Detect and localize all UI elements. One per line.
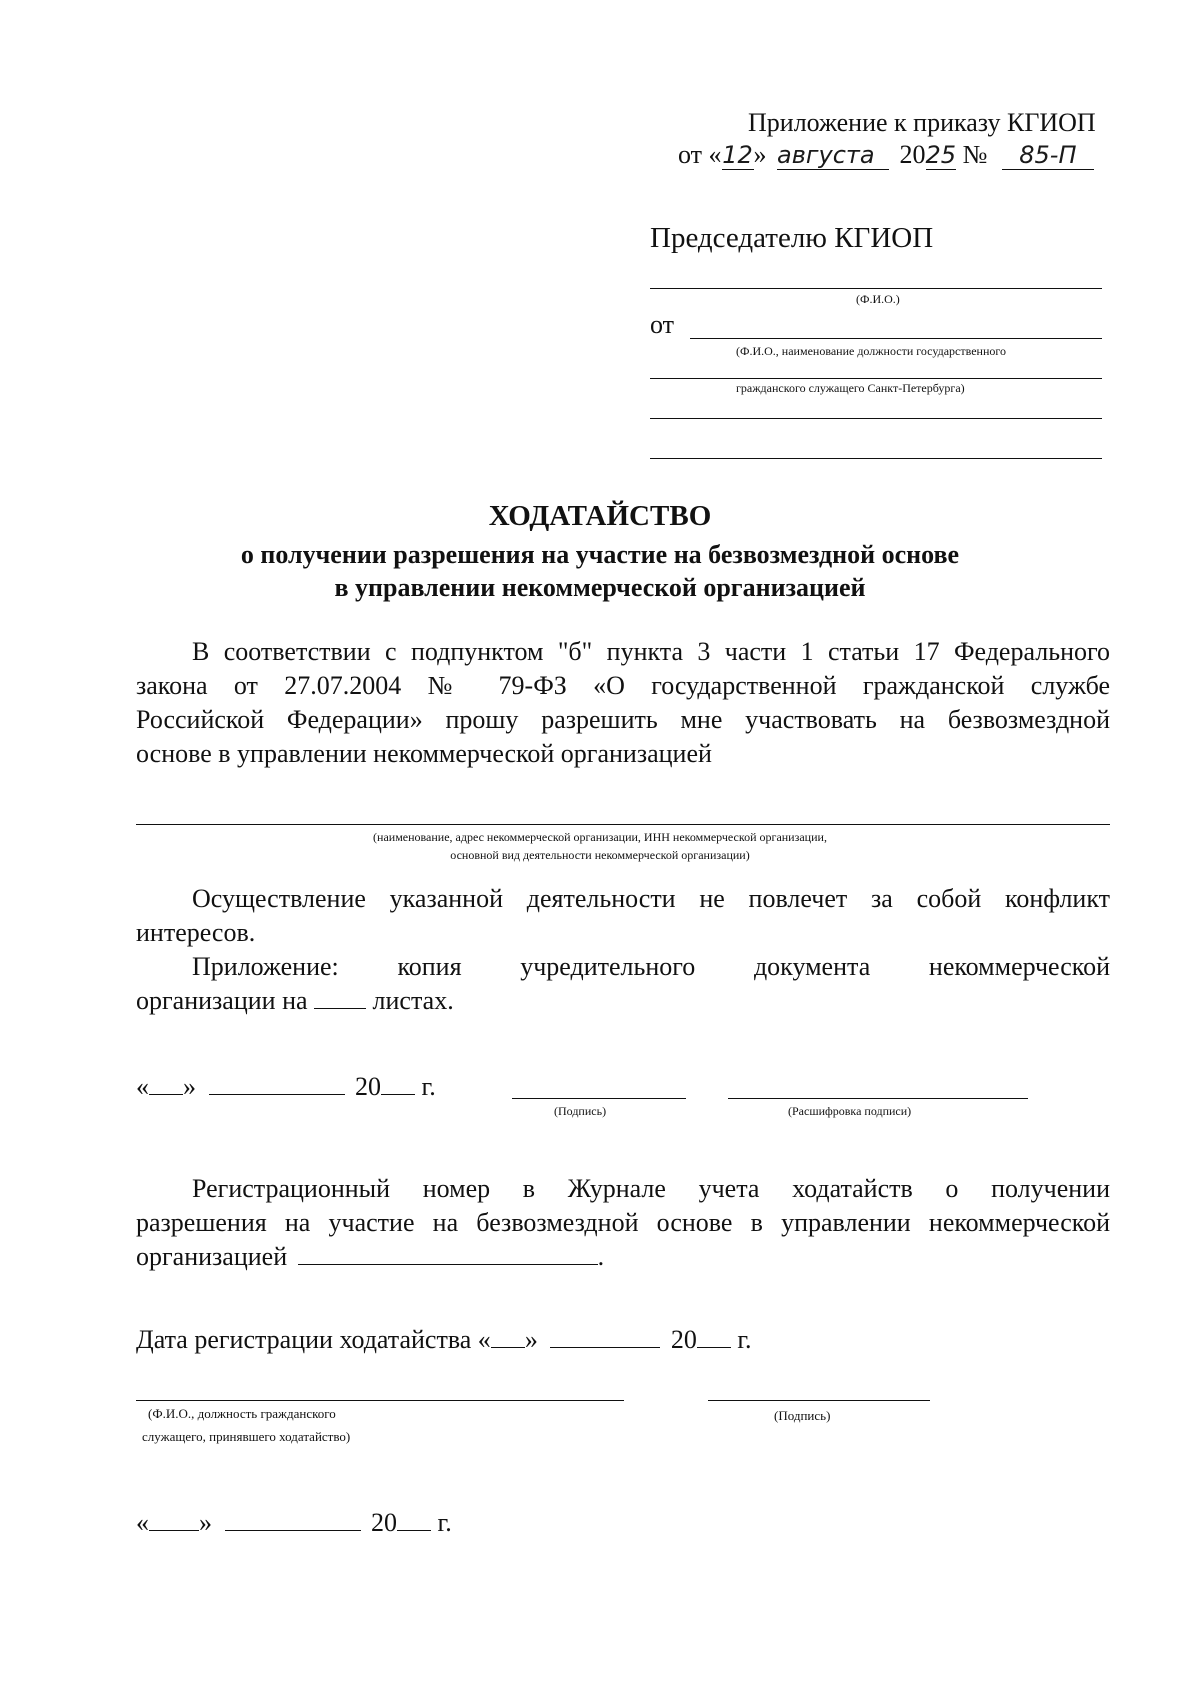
applicant-caption-2: гражданского служащего Санкт-Петербурга) — [736, 381, 965, 395]
body-p3-line2 — [136, 986, 454, 1016]
order-from-label: от « — [678, 140, 722, 169]
applicant-line-3[interactable] — [650, 418, 1102, 419]
applicant-year-suffix: г. — [421, 1072, 436, 1101]
appendix-line: Приложение к приказу КГИОП — [748, 108, 1096, 137]
official-signature-line[interactable] — [708, 1400, 930, 1401]
applicant-year-field[interactable] — [381, 1072, 415, 1095]
applicant-signature-line[interactable] — [512, 1098, 686, 1099]
order-day: 12 — [722, 141, 753, 169]
organization-line[interactable] — [136, 824, 1110, 825]
applicant-signature-caption: (Подпись) — [554, 1104, 607, 1118]
order-number: 85-П — [1002, 141, 1094, 170]
order-date-line — [678, 140, 1094, 170]
final-year-suffix: г. — [437, 1508, 452, 1537]
applicant-line-2[interactable] — [650, 378, 1102, 379]
registration-date — [136, 1325, 752, 1355]
body-p1-line1: В соответствии с подпунктом "б" пункта 3 части 1 статьи 17 Федерального — [192, 637, 1110, 666]
document-title: ХОДАТАЙСТВО — [488, 500, 712, 532]
registration-year-suffix: г. — [737, 1325, 752, 1354]
registration-day-field[interactable] — [491, 1325, 525, 1348]
addressee-to: Председателю КГИОП — [650, 222, 934, 254]
final-date-quote-open: « — [136, 1508, 149, 1537]
final-month-field[interactable] — [225, 1508, 361, 1531]
registration-date-label: Дата регистрации ходатайства « — [136, 1325, 491, 1354]
registration-line2: разрешения на участие на безвозмездной основе в управлении некоммерческой — [136, 1208, 1110, 1237]
final-year-field[interactable] — [397, 1508, 431, 1531]
order-year-suffix: 25 — [925, 141, 957, 169]
registration-year-prefix: 20 — [670, 1325, 697, 1354]
order-number-sign: № — [962, 140, 988, 169]
final-date-quote-close: » — [199, 1508, 212, 1537]
addressee-fio-caption: (Ф.И.О.) — [856, 292, 900, 306]
registration-date-quote-close: » — [524, 1325, 538, 1354]
official-caption-2: служащего, принявшего ходатайство) — [142, 1429, 351, 1444]
applicant-decoding-caption: (Расшифровка подписи) — [788, 1104, 912, 1118]
order-year-prefix: 20 — [899, 140, 926, 169]
appendix-org-label: организации на — [136, 986, 308, 1015]
addressee-fio-line[interactable] — [650, 288, 1102, 289]
official-signature-caption: (Подпись) — [774, 1408, 831, 1423]
applicant-date — [136, 1072, 436, 1102]
applicant-from-label: от — [650, 310, 675, 339]
registration-line1: Регистрационный номер в Журнале учета ходатайств о получении — [192, 1174, 1110, 1203]
registration-month-field[interactable] — [550, 1325, 660, 1348]
applicant-date-quote-open: « — [136, 1072, 149, 1101]
applicant-month-field[interactable] — [209, 1072, 345, 1095]
appendix-sheets-label: листах. — [372, 986, 454, 1015]
organization-caption-2: основной вид деятельности некоммерческой организации) — [450, 848, 750, 862]
applicant-caption-1: (Ф.И.О., наименование должности государственного — [736, 344, 1006, 358]
official-fio-line[interactable] — [136, 1400, 624, 1401]
final-day-field[interactable] — [149, 1508, 199, 1531]
document-subtitle-1: о получении разрешения на участие на безвозмездной основе — [240, 540, 960, 569]
applicant-day-field[interactable] — [149, 1072, 183, 1095]
organization-caption-1: (наименование, адрес некоммерческой организации, ИНН некоммерческой организации, — [373, 830, 827, 844]
applicant-date-quote-close: » — [183, 1072, 196, 1101]
document-subtitle-2: в управлении некоммерческой организацией — [334, 573, 866, 602]
registration-org-label: организацией — [136, 1242, 288, 1271]
body-p2-line2: интересов. — [136, 918, 256, 947]
order-quote-close: » — [753, 140, 767, 169]
final-date — [136, 1508, 452, 1538]
body-p1-line3: Российской Федерации» прошу разрешить мне участвовать на безвозмездной — [136, 705, 1110, 734]
order-month: августа — [777, 141, 889, 170]
final-year-prefix: 20 — [371, 1508, 397, 1537]
applicant-decoding-line[interactable] — [728, 1098, 1028, 1099]
registration-year-field[interactable] — [697, 1325, 731, 1348]
appendix-sheets-field[interactable] — [314, 986, 366, 1009]
body-p1-line2: закона от 27.07.2004 № 79-ФЗ «О государственной гражданской службе — [136, 671, 1110, 700]
body-p3-line1: Приложение: копия учредительного документа некоммерческой — [192, 952, 1110, 981]
applicant-line-4[interactable] — [650, 458, 1102, 459]
official-caption-1: (Ф.И.О., должность гражданского — [148, 1406, 336, 1421]
applicant-year-prefix: 20 — [355, 1072, 381, 1101]
body-p2-line1: Осуществление указанной деятельности не повлечет за собой конфликт — [192, 884, 1110, 913]
applicant-fio-line[interactable] — [690, 338, 1102, 339]
registration-line3 — [136, 1242, 604, 1272]
registration-number-field[interactable] — [298, 1242, 598, 1265]
registration-period: . — [597, 1242, 605, 1271]
body-p1-line4: основе в управлении некоммерческой организацией — [136, 739, 712, 768]
